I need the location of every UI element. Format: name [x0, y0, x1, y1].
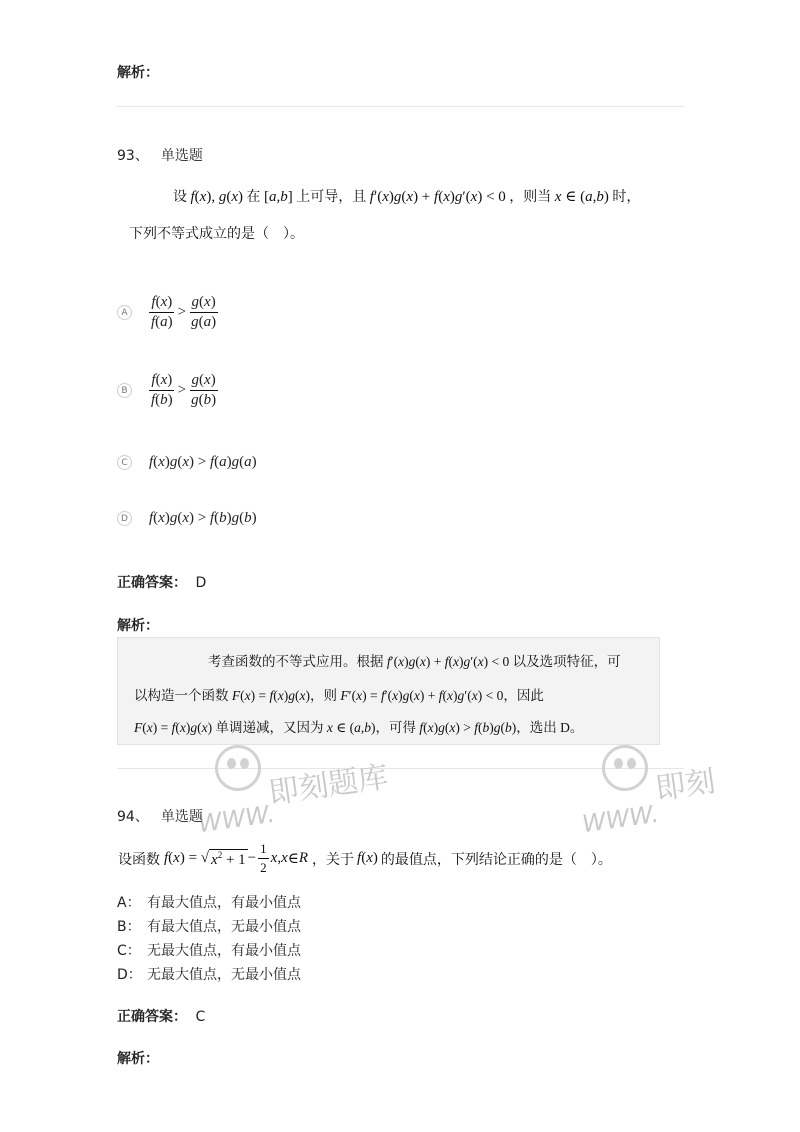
watermark-url: WWW. — [580, 799, 661, 839]
question-header — [117, 806, 203, 826]
option-a[interactable]: A $\frac{f(x)}{f(a)}$ > $\frac{g(x)}{g(a)}$ — [117, 294, 218, 331]
option-radio[interactable]: B — [117, 383, 132, 398]
math-expression: x ∈ (a,b) — [554, 189, 609, 205]
option-radio[interactable]: D — [117, 511, 132, 526]
question-stem-line: 下列不等式成立的是（ ）。 — [129, 227, 304, 242]
math-expression: f′(x)g(x) + f(x)g′(x) < 0 — [369, 189, 506, 205]
math-fraction: $\frac{g(x)}{g(b)}$ — [191, 372, 217, 408]
correct-answer: 正确答案： C — [117, 1009, 206, 1025]
question-header — [117, 145, 203, 165]
math-fraction: $\frac{f(x)}{f(b)}$ — [151, 372, 173, 408]
question-stem-line: 设 f(x), g(x) 在 [a,b] 上可导，且 f′(x)g(x) + f(x)g′(x) < 0 ，则当 x ∈ (a,b) 时， — [173, 189, 641, 205]
option-d[interactable]: D： 无最大值点，无最小值点 — [117, 967, 301, 983]
watermark-url: WWW. — [196, 799, 277, 839]
panda-logo-icon — [602, 745, 648, 791]
option-d[interactable] — [117, 510, 257, 527]
divider — [117, 768, 684, 769]
option-c[interactable]: C： 无最大值点，有最小值点 — [117, 943, 301, 959]
correct-answer: 正确答案： D — [117, 575, 207, 591]
option-radio[interactable]: C — [117, 455, 132, 470]
analysis-line: F(x) = f(x)g(x) 单调递减，又因为 x ∈ (a,b)，可得 f(x)g(x) > f(b)g(b)，选出 D。 — [134, 720, 584, 735]
analysis-box — [117, 637, 660, 745]
divider — [117, 106, 684, 107]
math-expression: f ( x ) = √ $x^2 + 1$ − $\frac{1}{2}$ x , x ∈ R — [164, 841, 309, 875]
math-expression: f(x), g(x) — [190, 189, 244, 205]
math-expression: [a,b] — [264, 189, 293, 205]
math-expression: f(x)g(x) > f(a)g(a) — [149, 454, 257, 470]
option-radio[interactable]: A — [117, 305, 132, 320]
math-fraction: $\frac{g(x)}{g(a)}$ — [191, 294, 217, 330]
panda-logo-icon — [215, 745, 261, 791]
answer-value: C — [195, 1009, 206, 1025]
watermark-text: 即刻 — [653, 763, 718, 807]
math-fraction: $\frac{f(x)}{f(a)}$ — [151, 294, 173, 330]
watermark — [602, 745, 648, 791]
option-c[interactable] — [117, 454, 257, 471]
option-b[interactable]: B： 有最大值点，无最小值点 — [117, 919, 301, 935]
math-expression: f(x) — [357, 850, 378, 866]
option-b[interactable]: B $\frac{f(x)}{f(b)}$ > $\frac{g(x)}{g(b)}$ — [117, 372, 218, 409]
question-stem-line: 设函数 f ( x ) = √ $x^2 + 1$ − $\frac{1}{2}$ x , x ∈ R ，关于 f(x) 的最值点，下列结论正确的是（ ）。 — [118, 841, 612, 875]
question-number: 93、 — [117, 148, 149, 164]
answer-value: D — [195, 575, 207, 591]
math-expression: f(x)g(x) > f(b)g(b) — [149, 510, 257, 526]
question-type: 单选题 — [160, 148, 203, 164]
analysis-label: 解析： — [117, 1051, 159, 1067]
analysis-line: 以构造一个函数 F(x) = f(x)g(x)，则 F′(x) = f′(x)g(x) + f(x)g′(x) < 0，因此 — [134, 688, 544, 703]
analysis-label: 解析： — [117, 65, 159, 81]
question-number: 94、 — [117, 809, 149, 825]
watermark-text: 即刻题库 — [266, 759, 391, 812]
analysis-line: 考查函数的不等式应用。根据 f′(x)g(x) + f(x)g′(x) < 0 以及选项特征，可 — [208, 654, 621, 669]
option-a[interactable]: A： 有最大值点，有最小值点 — [117, 895, 301, 911]
analysis-label: 解析： — [117, 618, 159, 634]
watermark — [215, 745, 261, 791]
question-type: 单选题 — [160, 809, 203, 825]
